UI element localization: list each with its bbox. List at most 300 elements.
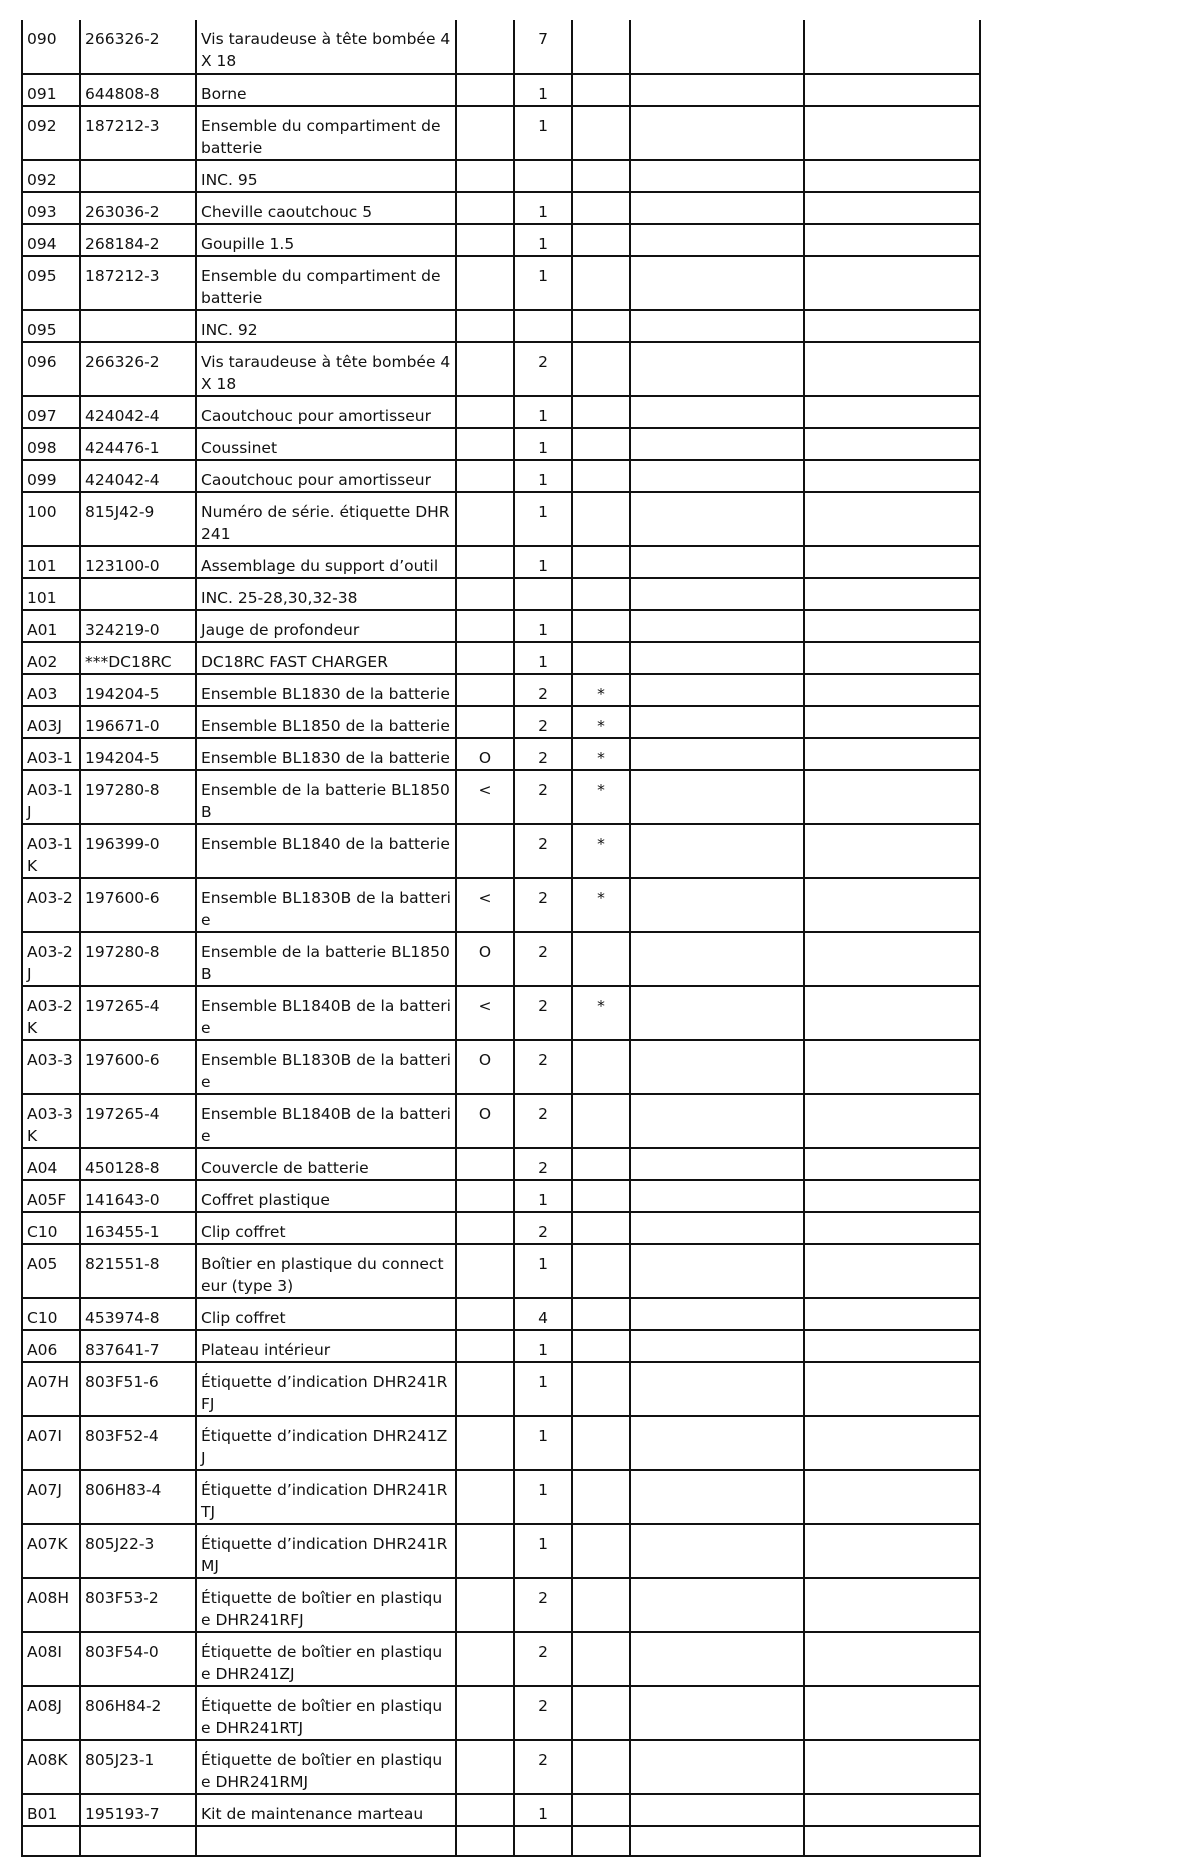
option-cell: [456, 1148, 514, 1180]
table-row: [22, 674, 980, 706]
blank-cell: [630, 20, 804, 74]
description-cell: [196, 1826, 456, 1856]
mark-cell: [572, 342, 630, 396]
blank-cell: [804, 1040, 980, 1094]
item-number-cell: A03-1K: [22, 824, 80, 878]
blank-cell: [804, 256, 980, 310]
description-cell: Étiquette d’indication DHR241ZJ: [196, 1416, 456, 1470]
blank-cell: [804, 106, 980, 160]
description-cell: Cheville caoutchouc 5: [196, 192, 456, 224]
table-row: [22, 1578, 980, 1632]
item-number-cell: A06: [22, 1330, 80, 1362]
mark-cell: [572, 1470, 630, 1524]
option-cell: [456, 1826, 514, 1856]
option-cell: [456, 1794, 514, 1826]
blank-cell: [804, 396, 980, 428]
quantity-cell: 2: [514, 342, 572, 396]
mark-cell: [572, 74, 630, 106]
item-number-cell: A03-1: [22, 738, 80, 770]
item-number-cell: 091: [22, 74, 80, 106]
quantity-cell: 1: [514, 224, 572, 256]
quantity-cell: 2: [514, 738, 572, 770]
table-row: [22, 878, 980, 932]
mark-cell: [572, 396, 630, 428]
option-cell: [456, 1740, 514, 1794]
option-cell: [456, 342, 514, 396]
part-number-cell: 424476-1: [80, 428, 196, 460]
table-row: [22, 192, 980, 224]
blank-cell: [630, 492, 804, 546]
part-number-cell: 197280-8: [80, 770, 196, 824]
item-number-cell: A03-2K: [22, 986, 80, 1040]
item-number-cell: A08K: [22, 1740, 80, 1794]
mark-cell: [572, 1148, 630, 1180]
table-row: [22, 310, 980, 342]
blank-cell: [804, 1686, 980, 1740]
blank-cell: [630, 1040, 804, 1094]
table-row: [22, 342, 980, 396]
option-cell: [456, 610, 514, 642]
item-number-cell: A07J: [22, 1470, 80, 1524]
table-row: [22, 20, 980, 74]
blank-cell: [804, 878, 980, 932]
blank-cell: [804, 20, 980, 74]
option-cell: [456, 1298, 514, 1330]
table-row: [22, 578, 980, 610]
table-row: [22, 256, 980, 310]
blank-cell: [804, 1298, 980, 1330]
blank-cell: [804, 310, 980, 342]
quantity-cell: 2: [514, 932, 572, 986]
table-row: [22, 932, 980, 986]
blank-cell: [630, 1330, 804, 1362]
mark-cell: [572, 224, 630, 256]
description-cell: Ensemble du compartiment de batterie: [196, 256, 456, 310]
part-number-cell: [80, 578, 196, 610]
blank-cell: [630, 192, 804, 224]
blank-cell: [630, 310, 804, 342]
description-cell: Étiquette d’indication DHR241RTJ: [196, 1470, 456, 1524]
blank-cell: [804, 1362, 980, 1416]
description-cell: Ensemble BL1840B de la batterie: [196, 1094, 456, 1148]
table-row: [22, 824, 980, 878]
blank-cell: [804, 1180, 980, 1212]
blank-cell: [804, 192, 980, 224]
quantity-cell: 1: [514, 492, 572, 546]
mark-cell: *: [572, 824, 630, 878]
mark-cell: [572, 1180, 630, 1212]
part-number-cell: 821551-8: [80, 1244, 196, 1298]
description-cell: Ensemble de la batterie BL1850B: [196, 770, 456, 824]
mark-cell: [572, 1040, 630, 1094]
table-row: [22, 1740, 980, 1794]
description-cell: Ensemble BL1840B de la batterie: [196, 986, 456, 1040]
part-number-cell: 806H83-4: [80, 1470, 196, 1524]
blank-cell: [630, 642, 804, 674]
quantity-cell: 1: [514, 642, 572, 674]
blank-cell: [630, 1826, 804, 1856]
blank-cell: [804, 224, 980, 256]
blank-cell: [804, 932, 980, 986]
option-cell: [456, 492, 514, 546]
item-number-cell: 099: [22, 460, 80, 492]
blank-cell: [630, 1148, 804, 1180]
option-cell: [456, 1362, 514, 1416]
mark-cell: [572, 1686, 630, 1740]
quantity-cell: 1: [514, 396, 572, 428]
option-cell: [456, 1330, 514, 1362]
description-cell: Étiquette de boîtier en plastique DHR241RFJ: [196, 1578, 456, 1632]
blank-cell: [804, 1826, 980, 1856]
part-number-cell: 803F54-0: [80, 1632, 196, 1686]
quantity-cell: 1: [514, 1330, 572, 1362]
part-number-cell: 453974-8: [80, 1298, 196, 1330]
item-number-cell: 097: [22, 396, 80, 428]
option-cell: [456, 674, 514, 706]
table-row: [22, 1298, 980, 1330]
quantity-cell: 1: [514, 1470, 572, 1524]
option-cell: [456, 106, 514, 160]
blank-cell: [804, 74, 980, 106]
description-cell: Ensemble BL1830 de la batterie: [196, 674, 456, 706]
blank-cell: [804, 1524, 980, 1578]
description-cell: Ensemble BL1850 de la batterie: [196, 706, 456, 738]
blank-cell: [804, 706, 980, 738]
table-row: [22, 1632, 980, 1686]
description-cell: INC. 92: [196, 310, 456, 342]
blank-cell: [630, 706, 804, 738]
description-cell: Coffret plastique: [196, 1180, 456, 1212]
item-number-cell: A05: [22, 1244, 80, 1298]
mark-cell: [572, 932, 630, 986]
part-number-cell: ***DC18RC: [80, 642, 196, 674]
blank-cell: [630, 1632, 804, 1686]
description-cell: Borne: [196, 74, 456, 106]
table-row: [22, 770, 980, 824]
part-number-cell: 805J22-3: [80, 1524, 196, 1578]
blank-cell: [804, 1330, 980, 1362]
blank-cell: [804, 1740, 980, 1794]
quantity-cell: 1: [514, 106, 572, 160]
quantity-cell: 1: [514, 1244, 572, 1298]
blank-cell: [630, 342, 804, 396]
quantity-cell: 1: [514, 546, 572, 578]
item-number-cell: A07K: [22, 1524, 80, 1578]
part-number-cell: 197600-6: [80, 878, 196, 932]
quantity-cell: 2: [514, 1212, 572, 1244]
quantity-cell: [514, 1826, 572, 1856]
option-cell: [456, 578, 514, 610]
blank-cell: [630, 1470, 804, 1524]
item-number-cell: 096: [22, 342, 80, 396]
description-cell: Caoutchouc pour amortisseur: [196, 460, 456, 492]
part-number-cell: 123100-0: [80, 546, 196, 578]
item-number-cell: B01: [22, 1794, 80, 1826]
table-row: [22, 1470, 980, 1524]
mark-cell: [572, 1632, 630, 1686]
description-cell: Étiquette d’indication DHR241RFJ: [196, 1362, 456, 1416]
table-row: [22, 1330, 980, 1362]
item-number-cell: C10: [22, 1298, 80, 1330]
blank-cell: [804, 342, 980, 396]
quantity-cell: 1: [514, 460, 572, 492]
blank-cell: [804, 492, 980, 546]
table-row: [22, 738, 980, 770]
option-cell: [456, 1686, 514, 1740]
option-cell: [456, 224, 514, 256]
blank-cell: [804, 546, 980, 578]
table-row: [22, 1362, 980, 1416]
description-cell: Ensemble BL1840 de la batterie: [196, 824, 456, 878]
description-cell: Étiquette de boîtier en plastique DHR241ZJ: [196, 1632, 456, 1686]
part-number-cell: 141643-0: [80, 1180, 196, 1212]
parts-table: [21, 20, 981, 1857]
item-number-cell: 101: [22, 578, 80, 610]
mark-cell: [572, 578, 630, 610]
quantity-cell: [514, 160, 572, 192]
quantity-cell: 2: [514, 1094, 572, 1148]
mark-cell: [572, 642, 630, 674]
blank-cell: [630, 1244, 804, 1298]
part-number-cell: 424042-4: [80, 460, 196, 492]
quantity-cell: 2: [514, 1578, 572, 1632]
table-row: [22, 1094, 980, 1148]
mark-cell: [572, 1826, 630, 1856]
quantity-cell: 1: [514, 74, 572, 106]
option-cell: [456, 1244, 514, 1298]
item-number-cell: A03-3: [22, 1040, 80, 1094]
blank-cell: [804, 738, 980, 770]
quantity-cell: 1: [514, 192, 572, 224]
blank-cell: [630, 1362, 804, 1416]
table-row: [22, 428, 980, 460]
part-number-cell: 263036-2: [80, 192, 196, 224]
quantity-cell: 1: [514, 1416, 572, 1470]
description-cell: Boîtier en plastique du connecteur (type 3): [196, 1244, 456, 1298]
quantity-cell: 2: [514, 706, 572, 738]
item-number-cell: A01: [22, 610, 80, 642]
blank-cell: [804, 770, 980, 824]
option-cell: O: [456, 738, 514, 770]
option-cell: O: [456, 1040, 514, 1094]
mark-cell: [572, 1362, 630, 1416]
blank-cell: [804, 824, 980, 878]
blank-cell: [630, 428, 804, 460]
table-row: [22, 1794, 980, 1826]
table-row: [22, 986, 980, 1040]
blank-cell: [630, 1094, 804, 1148]
item-number-cell: A03-1J: [22, 770, 80, 824]
item-number-cell: A05F: [22, 1180, 80, 1212]
part-number-cell: 196399-0: [80, 824, 196, 878]
item-number-cell: 092: [22, 160, 80, 192]
option-cell: [456, 1578, 514, 1632]
option-cell: [456, 824, 514, 878]
table-row: [22, 1826, 980, 1856]
table-row: [22, 1244, 980, 1298]
blank-cell: [630, 74, 804, 106]
table-row: [22, 460, 980, 492]
blank-cell: [630, 770, 804, 824]
blank-cell: [630, 1298, 804, 1330]
mark-cell: [572, 1330, 630, 1362]
blank-cell: [630, 1578, 804, 1632]
quantity-cell: 1: [514, 428, 572, 460]
mark-cell: *: [572, 986, 630, 1040]
blank-cell: [804, 1794, 980, 1826]
blank-cell: [630, 546, 804, 578]
mark-cell: [572, 20, 630, 74]
option-cell: O: [456, 1094, 514, 1148]
blank-cell: [804, 642, 980, 674]
item-number-cell: A03-3K: [22, 1094, 80, 1148]
mark-cell: *: [572, 738, 630, 770]
option-cell: [456, 546, 514, 578]
quantity-cell: 2: [514, 1632, 572, 1686]
mark-cell: [572, 1416, 630, 1470]
blank-cell: [630, 674, 804, 706]
parts-list-page: [21, 20, 979, 1823]
table-row: [22, 642, 980, 674]
table-row: [22, 1040, 980, 1094]
blank-cell: [804, 1212, 980, 1244]
quantity-cell: [514, 310, 572, 342]
mark-cell: [572, 1094, 630, 1148]
option-cell: <: [456, 770, 514, 824]
blank-cell: [630, 1686, 804, 1740]
part-number-cell: 195193-7: [80, 1794, 196, 1826]
option-cell: <: [456, 878, 514, 932]
part-number-cell: 194204-5: [80, 738, 196, 770]
quantity-cell: 2: [514, 878, 572, 932]
blank-cell: [630, 878, 804, 932]
description-cell: Ensemble de la batterie BL1850B: [196, 932, 456, 986]
part-number-cell: 194204-5: [80, 674, 196, 706]
quantity-cell: 1: [514, 610, 572, 642]
quantity-cell: 2: [514, 674, 572, 706]
description-cell: Ensemble BL1830 de la batterie: [196, 738, 456, 770]
item-number-cell: 094: [22, 224, 80, 256]
part-number-cell: 163455-1: [80, 1212, 196, 1244]
blank-cell: [630, 1180, 804, 1212]
part-number-cell: 806H84-2: [80, 1686, 196, 1740]
mark-cell: [572, 192, 630, 224]
mark-cell: [572, 1524, 630, 1578]
part-number-cell: 803F52-4: [80, 1416, 196, 1470]
blank-cell: [804, 986, 980, 1040]
parts-table-body: [22, 20, 980, 1856]
mark-cell: [572, 310, 630, 342]
part-number-cell: 837641-7: [80, 1330, 196, 1362]
item-number-cell: 101: [22, 546, 80, 578]
option-cell: [456, 706, 514, 738]
part-number-cell: 266326-2: [80, 20, 196, 74]
option-cell: [456, 20, 514, 74]
blank-cell: [804, 610, 980, 642]
blank-cell: [630, 224, 804, 256]
mark-cell: [572, 1244, 630, 1298]
blank-cell: [804, 1578, 980, 1632]
description-cell: Clip coffret: [196, 1298, 456, 1330]
table-row: [22, 1180, 980, 1212]
item-number-cell: A08H: [22, 1578, 80, 1632]
quantity-cell: 1: [514, 1524, 572, 1578]
part-number-cell: 187212-3: [80, 256, 196, 310]
part-number-cell: 815J42-9: [80, 492, 196, 546]
quantity-cell: 1: [514, 1180, 572, 1212]
item-number-cell: 095: [22, 310, 80, 342]
item-number-cell: C10: [22, 1212, 80, 1244]
description-cell: Vis taraudeuse à tête bombée 4X 18: [196, 342, 456, 396]
option-cell: [456, 460, 514, 492]
blank-cell: [630, 256, 804, 310]
quantity-cell: 2: [514, 770, 572, 824]
description-cell: Numéro de série. étiquette DHR 241: [196, 492, 456, 546]
part-number-cell: 197600-6: [80, 1040, 196, 1094]
item-number-cell: A03J: [22, 706, 80, 738]
description-cell: INC. 95: [196, 160, 456, 192]
mark-cell: [572, 428, 630, 460]
blank-cell: [630, 610, 804, 642]
blank-cell: [804, 674, 980, 706]
blank-cell: [804, 1244, 980, 1298]
blank-cell: [630, 986, 804, 1040]
table-row: [22, 706, 980, 738]
blank-cell: [630, 396, 804, 428]
blank-cell: [630, 1740, 804, 1794]
mark-cell: *: [572, 706, 630, 738]
description-cell: Goupille 1.5: [196, 224, 456, 256]
mark-cell: [572, 546, 630, 578]
blank-cell: [630, 160, 804, 192]
mark-cell: [572, 1578, 630, 1632]
option-cell: <: [456, 986, 514, 1040]
blank-cell: [630, 106, 804, 160]
part-number-cell: [80, 310, 196, 342]
quantity-cell: 2: [514, 1040, 572, 1094]
table-row: [22, 74, 980, 106]
part-number-cell: 805J23-1: [80, 1740, 196, 1794]
description-cell: INC. 25-28,30,32-38: [196, 578, 456, 610]
part-number-cell: 268184-2: [80, 224, 196, 256]
description-cell: Étiquette d’indication DHR241RMJ: [196, 1524, 456, 1578]
item-number-cell: A02: [22, 642, 80, 674]
blank-cell: [630, 1212, 804, 1244]
part-number-cell: 324219-0: [80, 610, 196, 642]
option-cell: [456, 1470, 514, 1524]
quantity-cell: 1: [514, 1794, 572, 1826]
item-number-cell: 090: [22, 20, 80, 74]
quantity-cell: 2: [514, 824, 572, 878]
table-row: [22, 1148, 980, 1180]
blank-cell: [630, 578, 804, 610]
blank-cell: [804, 1632, 980, 1686]
mark-cell: [572, 256, 630, 310]
part-number-cell: 196671-0: [80, 706, 196, 738]
description-cell: DC18RC FAST CHARGER: [196, 642, 456, 674]
item-number-cell: A08J: [22, 1686, 80, 1740]
item-number-cell: A07I: [22, 1416, 80, 1470]
description-cell: Étiquette de boîtier en plastique DHR241RTJ: [196, 1686, 456, 1740]
part-number-cell: 803F51-6: [80, 1362, 196, 1416]
item-number-cell: 093: [22, 192, 80, 224]
mark-cell: [572, 1794, 630, 1826]
part-number-cell: 803F53-2: [80, 1578, 196, 1632]
item-number-cell: 095: [22, 256, 80, 310]
option-cell: [456, 1212, 514, 1244]
item-number-cell: A04: [22, 1148, 80, 1180]
blank-cell: [630, 1524, 804, 1578]
